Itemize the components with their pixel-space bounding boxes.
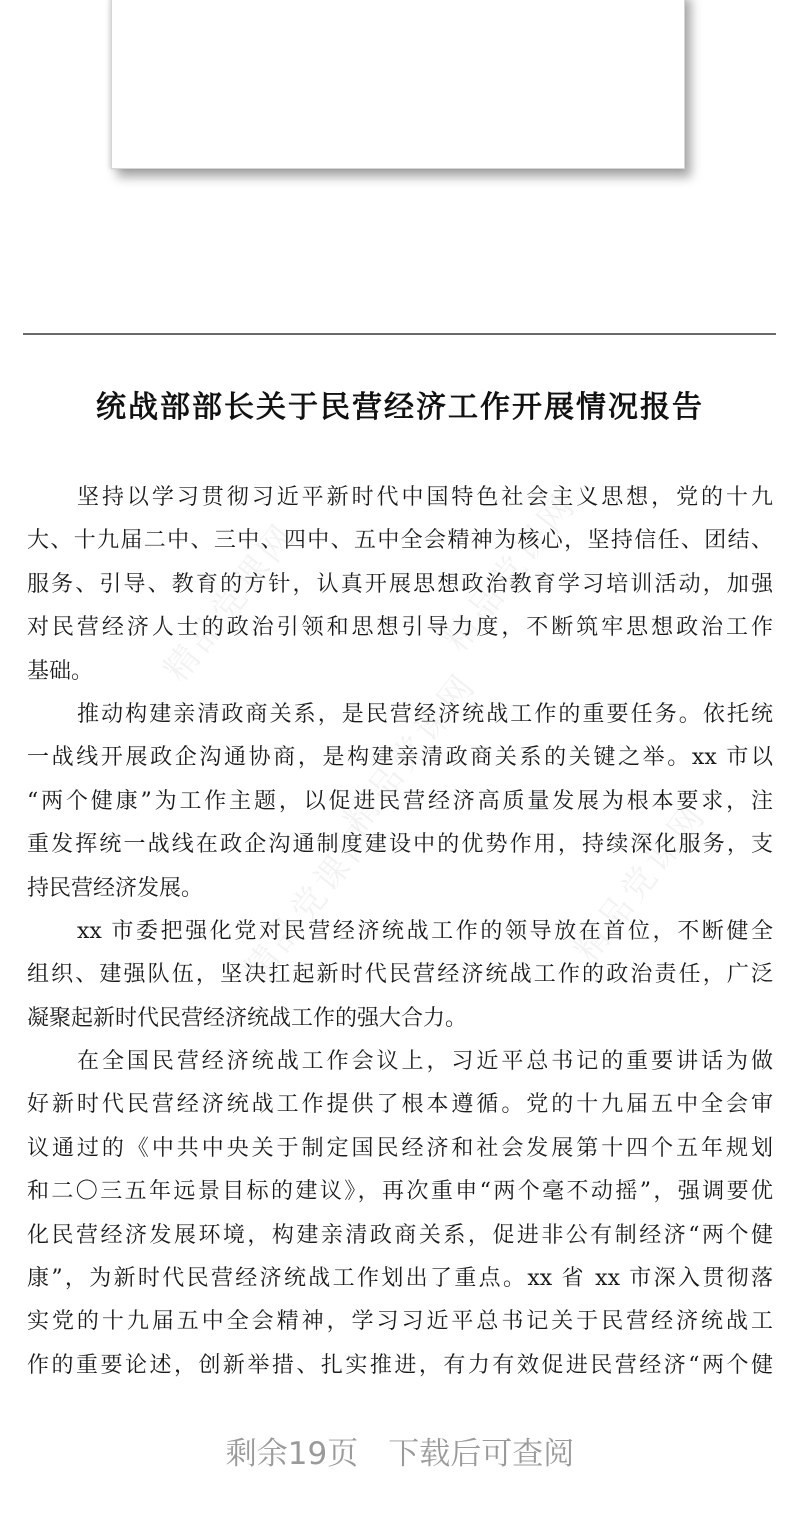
text-line: 重发挥统一战线在政企沟通制度建设中的优势作用，持续深化服务，支 — [27, 832, 773, 858]
remaining-pages-label: 剩余19页 — [225, 1436, 359, 1472]
paragraph-1 — [27, 476, 773, 693]
text-line: xx 市委把强化党对民营经济统战工作的领导放在首位，不断健全 — [77, 918, 773, 944]
text-line: 持民营经济发展。 — [27, 875, 204, 901]
download-hint-label: 下载后可查阅 — [388, 1436, 575, 1472]
page-divider — [23, 333, 776, 335]
text-line: 作的重要论述，创新举措、扎实推进，有力有效促进民营经济“两个健 — [27, 1352, 773, 1378]
paragraph-4 — [27, 1040, 773, 1387]
text-line: 大、十九届二中、三中、四中、五中全会精神为核心，坚持信任、团结、 — [27, 528, 773, 554]
text-line: 组织、建强队伍，坚决扛起新时代民营经济统战工作的政治责任，广泛 — [27, 962, 773, 988]
paragraph-3 — [27, 910, 773, 1040]
document-body — [27, 476, 773, 1387]
watermark: 精品党课网 — [436, 485, 585, 660]
watermark: 精品党课网 — [236, 815, 385, 990]
previous-page-card — [111, 0, 685, 169]
text-line: 康”，为新时代民营经济统战工作划出了重点。xx 省 xx 市深入贯彻落 — [27, 1266, 773, 1292]
text-line: 一战线开展政企沟通协商，是构建亲清政商关系的关键之举。xx 市以 — [27, 745, 773, 771]
text-line: 实党的十九届五中全会精神，学习习近平总书记关于民营经济统战工 — [27, 1309, 773, 1335]
text-line: 在全国民营经济统战工作会议上，习近平总书记的重要讲话为做 — [77, 1049, 773, 1075]
watermark: 精品党课网 — [156, 515, 305, 690]
paragraph-2 — [27, 693, 773, 910]
text-line: 对民营经济人士的政治引领和思想引导力度，不断筑牢思想政治工作 — [27, 615, 773, 641]
document-title: 统战部部长关于民营经济工作开展情况报告 — [96, 390, 704, 425]
text-line: 化民营经济发展环境，构建亲清政商关系，促进非公有制经济“两个健 — [27, 1222, 773, 1248]
text-line: 推动构建亲清政商关系，是民营经济统战工作的重要任务。依托统 — [77, 701, 773, 727]
download-prompt[interactable] — [0, 1428, 800, 1473]
text-line: 基础。 — [27, 658, 94, 684]
watermark: 精品党课网 — [336, 665, 485, 840]
text-line: 好新时代民营经济统战工作提供了根本遵循。党的十九届五中全会审 — [27, 1092, 773, 1118]
text-line: 服务、引导、教育的方针，认真开展思想政治教育学习培训活动，加强 — [27, 571, 773, 597]
text-line: 和二〇三五年远景目标的建议》，再次重申“两个毫不动摇”，强调要优 — [27, 1179, 773, 1205]
text-line: 议通过的《中共中央关于制定国民经济和社会发展第十四个五年规划 — [27, 1135, 773, 1161]
watermark: 精品党课网 — [566, 795, 715, 970]
text-line: “两个健康”为工作主题，以促进民营经济高质量发展为根本要求，注 — [27, 788, 773, 814]
text-line: 凝聚起新时代民营经济统战工作的强大合力。 — [27, 1005, 468, 1031]
text-line: 坚持以学习贯彻习近平新时代中国特色社会主义思想，党的十九 — [77, 485, 773, 510]
